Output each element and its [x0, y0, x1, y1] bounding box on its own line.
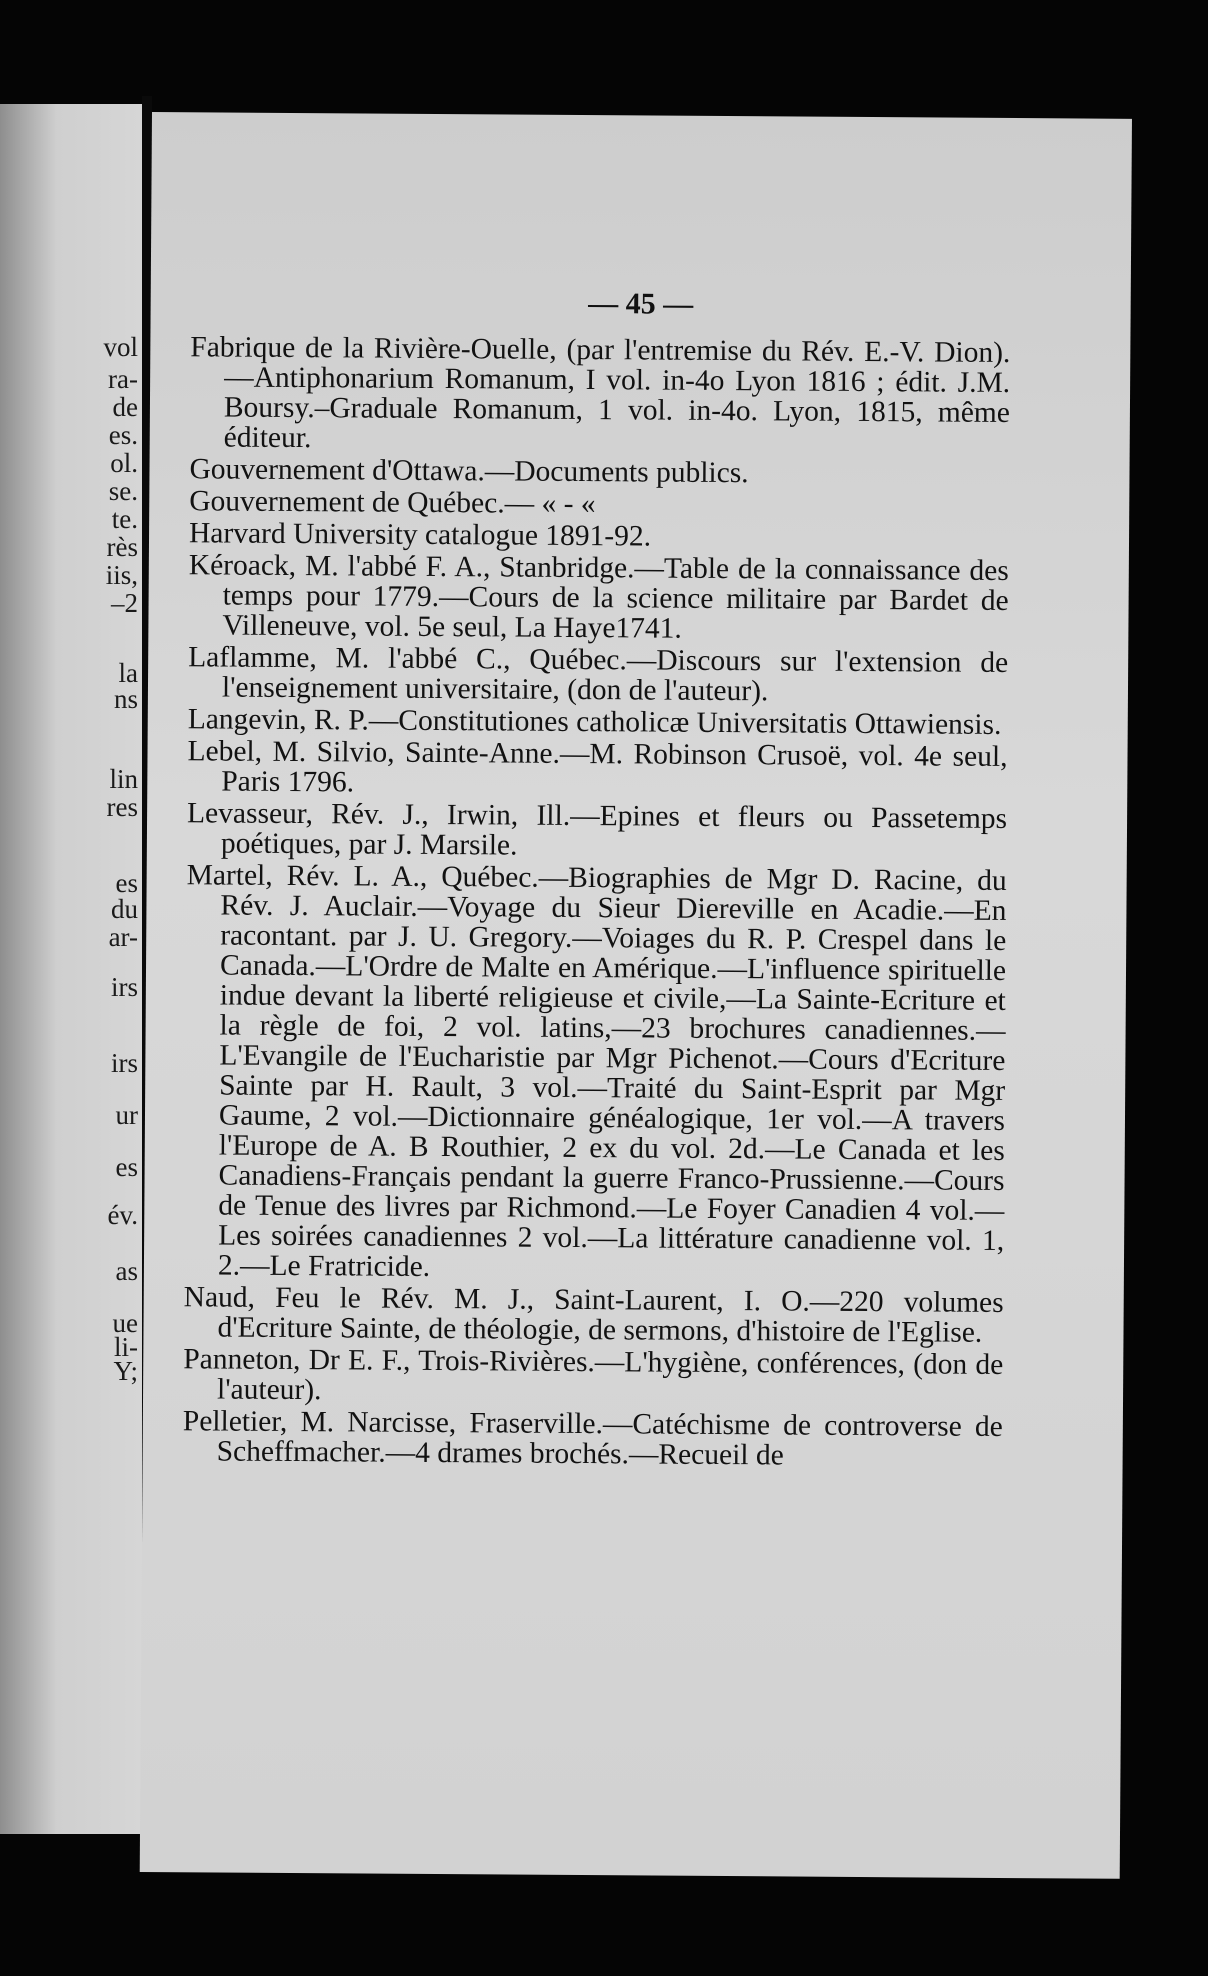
left-page-fragment: lin	[109, 764, 138, 794]
left-page-fragment: Y;	[113, 1356, 138, 1386]
catalogue-entry: Harvard University catalogue 1891-92.	[188, 517, 652, 553]
left-page-fragment: te.	[111, 504, 138, 534]
left-page-fragment: év.	[107, 1200, 138, 1230]
catalogue-entry: Kéroack, M. l'abbé F. A., Stanbridge.—Table de la connaissance des temps pour 1779.—Cours de la science militaire par Bardet de Villeneuve, vol. 5e seul, La Haye1741.	[188, 549, 1009, 645]
catalogue-entry: Gouvernement d'Ottawa.—Documents publics.	[189, 453, 749, 490]
left-page-fragment: rès	[106, 532, 138, 562]
left-page-fragment: iis,	[105, 560, 138, 590]
left-page-fragment: la	[118, 658, 138, 688]
catalogue-entry: Naud, Feu le Rév. M. J., Saint-Laurent, I. O.—220 volumes d'Ecriture Sainte, de théologie, de sermons, d'histoire de l'Eglise.	[183, 1281, 1004, 1349]
right-page	[140, 112, 1132, 1879]
catalogue-entry: Gouvernement de Québec.— « - «	[189, 485, 596, 521]
left-page-fragment: de	[112, 392, 138, 422]
left-page-fragment: du	[111, 894, 138, 924]
left-page-fragment: se.	[108, 476, 138, 506]
left-page-fragment: ar-	[108, 922, 138, 952]
left-page-fragment: es	[115, 1152, 138, 1182]
catalogue-entry: Levasseur, Rév. J., Irwin, Ill.—Epines et fleurs ou Passetemps poétiques, par J. Marsile.	[186, 797, 1008, 862]
left-page-fragment: ra-	[108, 364, 138, 394]
catalogue-entry: Lebel, M. Silvio, Sainte-Anne.—M. Robinson Crusoë, vol. 4e seul, Paris 1796.	[187, 735, 1008, 799]
catalogue-entry: Martel, Rév. L. A., Québec.—Biographies de Mgr D. Racine, du Rév. J. Auclair.—Voyage du Sieur Diereville en Acadie.—En racontant. par J. U. Gregory.—Voiages du R. P. Crespel dans le Canada.—L'Ordre de Malte en Amérique.—L'influence spirituelle indue devant la liberté religieuse et civile,—La Sainte-Ecriture et la règle de foi, 2 vol. latins,—23 brochures canadiennes.—L'Evangile de l'Eucharistie par Mgr Pichenot.—Cours d'Ecriture Sainte par H. Rault, 3 vol.—Traité du Saint-Esprit par Mgr Gaume, 2 vol.—Dictionnaire généalogique, 1er vol.—A travers l'Europe de A. B Routhier, 2 ex du vol. 2d.—Le Canada et les Canadiens-Français pendant la guerre Franco-Prussienne.—Cours de Tenue des livres par Richmond.—Le Foyer Canadien 4 vol.—Les soirées canadiennes 2 vol.—La littérature canadienne vol. 1, 2.—Le Fratricide.	[186, 859, 1007, 1283]
left-page-fragment: ns	[113, 684, 138, 714]
left-page-fragment: li-	[114, 1332, 138, 1362]
left-page-fragment: res	[106, 792, 138, 822]
left-page-edge	[0, 104, 142, 1834]
left-page-fragment: ur	[115, 1100, 138, 1130]
page-number: — 45 —	[588, 287, 694, 321]
left-page-fragment: es	[115, 868, 138, 898]
left-page-fragment: irs	[111, 1048, 138, 1078]
catalogue-entry: Pelletier, M. Narcisse, Fraserville.—Catéchisme de controverse de Scheffmacher.—4 drames brochés.—Recueil de	[182, 1405, 1003, 1472]
entry-list	[183, 332, 1011, 1474]
left-page-fragment: ol.	[110, 448, 138, 478]
left-page-fragment: vol	[103, 332, 138, 362]
left-page-fragment: irs	[111, 972, 138, 1002]
catalogue-entry: Langevin, R. P.—Constitutiones catholicæ Universitatis Ottawiensis.	[187, 703, 1002, 741]
left-page-fragment: –2	[111, 588, 138, 618]
catalogue-entry: Laflamme, M. l'abbé C., Québec.—Discours sur l'extension de l'enseignement universitaire, (don de l'auteur).	[188, 641, 1009, 708]
catalogue-entry: Fabrique de la Rivière-Ouelle, (par l'entremise du Rév. E.-V. Dion).—Antiphonarium Romanum, I vol. in-4o Lyon 1816 ; édit. J.M. Boursy.–Graduale Romanum, 1 vol. in-4o. Lyon, 1815, même éditeur.	[190, 331, 1011, 455]
left-page-fragment: ue	[112, 1308, 138, 1338]
catalogue-entry: Panneton, Dr E. F., Trois-Rivières.—L'hygiène, conférences, (don de l'auteur).	[183, 1343, 1004, 1407]
left-page-fragment: as	[115, 1256, 138, 1286]
left-page-fragment: es.	[108, 420, 138, 450]
